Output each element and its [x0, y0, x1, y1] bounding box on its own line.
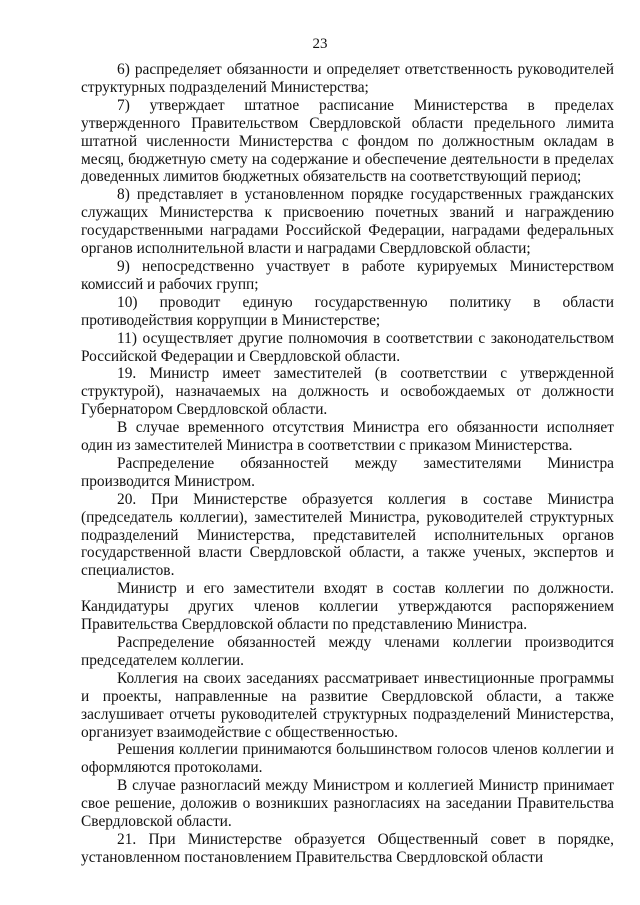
paragraph-item-11: 11) осуществляет другие полномочия в соответствии с законодательством Российской Федерации и Свердловской области. — [81, 329, 614, 365]
paragraph-item-9: 9) непосредственно участвует в работе курируемых Министерством комиссий и рабочих групп; — [81, 257, 614, 293]
paragraph-item-8: 8) представляет в установленном порядке государственных гражданских служащих Министерства к присвоению почетных званий и награждению государственными наградами Российской Федерации, наградами федеральных органов исполнительной власти и наградами Свердловской области; — [81, 186, 614, 258]
paragraph-collegium-decisions: Решения коллегии принимаются большинством голосов членов коллегии и оформляются протоколами. — [81, 741, 614, 777]
paragraph-disagreements: В случае разногласий между Министром и коллегией Министр принимает свое решение, доложив о возникших разногласиях на заседании Правительства Свердловской области. — [81, 777, 614, 831]
paragraph-item-6: 6) распределяет обязанности и определяет ответственность руководителей структурных подразделений Министерства; — [81, 61, 614, 96]
document-body — [81, 61, 614, 867]
paragraph-temporary-absence: В случае временного отсутствия Министра его обязанности исполняет один из заместителей Министра в соответствии с приказом Министерства. — [81, 419, 614, 455]
paragraph-collegium-duties: Распределение обязанностей между членами коллегии производится председателем коллегии. — [81, 634, 614, 669]
paragraph-deputies-duties: Распределение обязанностей между заместителями Министра производится Министром. — [81, 454, 614, 490]
paragraph-collegium-members: Министр и его заместители входят в состав коллегии по должности. Кандидатуры других членов коллегии утверждаются распоряжением Правительства Свердловской области по представлению Министра. — [81, 580, 614, 634]
paragraph-item-7: 7) утверждает штатное расписание Министерства в пределах утвержденного Правительством Свердловской области предельного лимита штатной численности Министерства с фондом по должностным окладам в месяц, бюджетную смету на содержание и обеспечение деятельности в пределах доведенных лимитов бюджетных обязательств на соответствующий период; — [81, 96, 614, 186]
paragraph-section-19: 19. Министр имеет заместителей (в соответствии с утвержденной структурой), назначаемых на должность и освобождаемых от должности Губернатором Свердловской области. — [81, 365, 614, 419]
paragraph-collegium-sessions: Коллегия на своих заседаниях рассматривает инвестиционные программы и проекты, направленные на развитие Свердловской области, а также заслушивает отчеты руководителей структурных подразделений Министерства, организует взаимодействие с общественностью. — [81, 669, 614, 741]
paragraph-section-20: 20. При Министерстве образуется коллегия в составе Министра (председатель коллегии), заместителей Министра, руководителей структурных подразделений Министерства, представителей исполнительных органов государственной власти Свердловской области, а также ученых, экспертов и специалистов. — [81, 490, 614, 580]
paragraph-section-21: 21. При Министерстве образуется Общественный совет в порядке, установленном постановлением Правительства Свердловской области — [81, 830, 614, 866]
paragraph-item-10: 10) проводит единую государственную политику в области противодействия коррупции в Министерстве; — [81, 293, 614, 329]
page-number: 23 — [312, 36, 328, 52]
